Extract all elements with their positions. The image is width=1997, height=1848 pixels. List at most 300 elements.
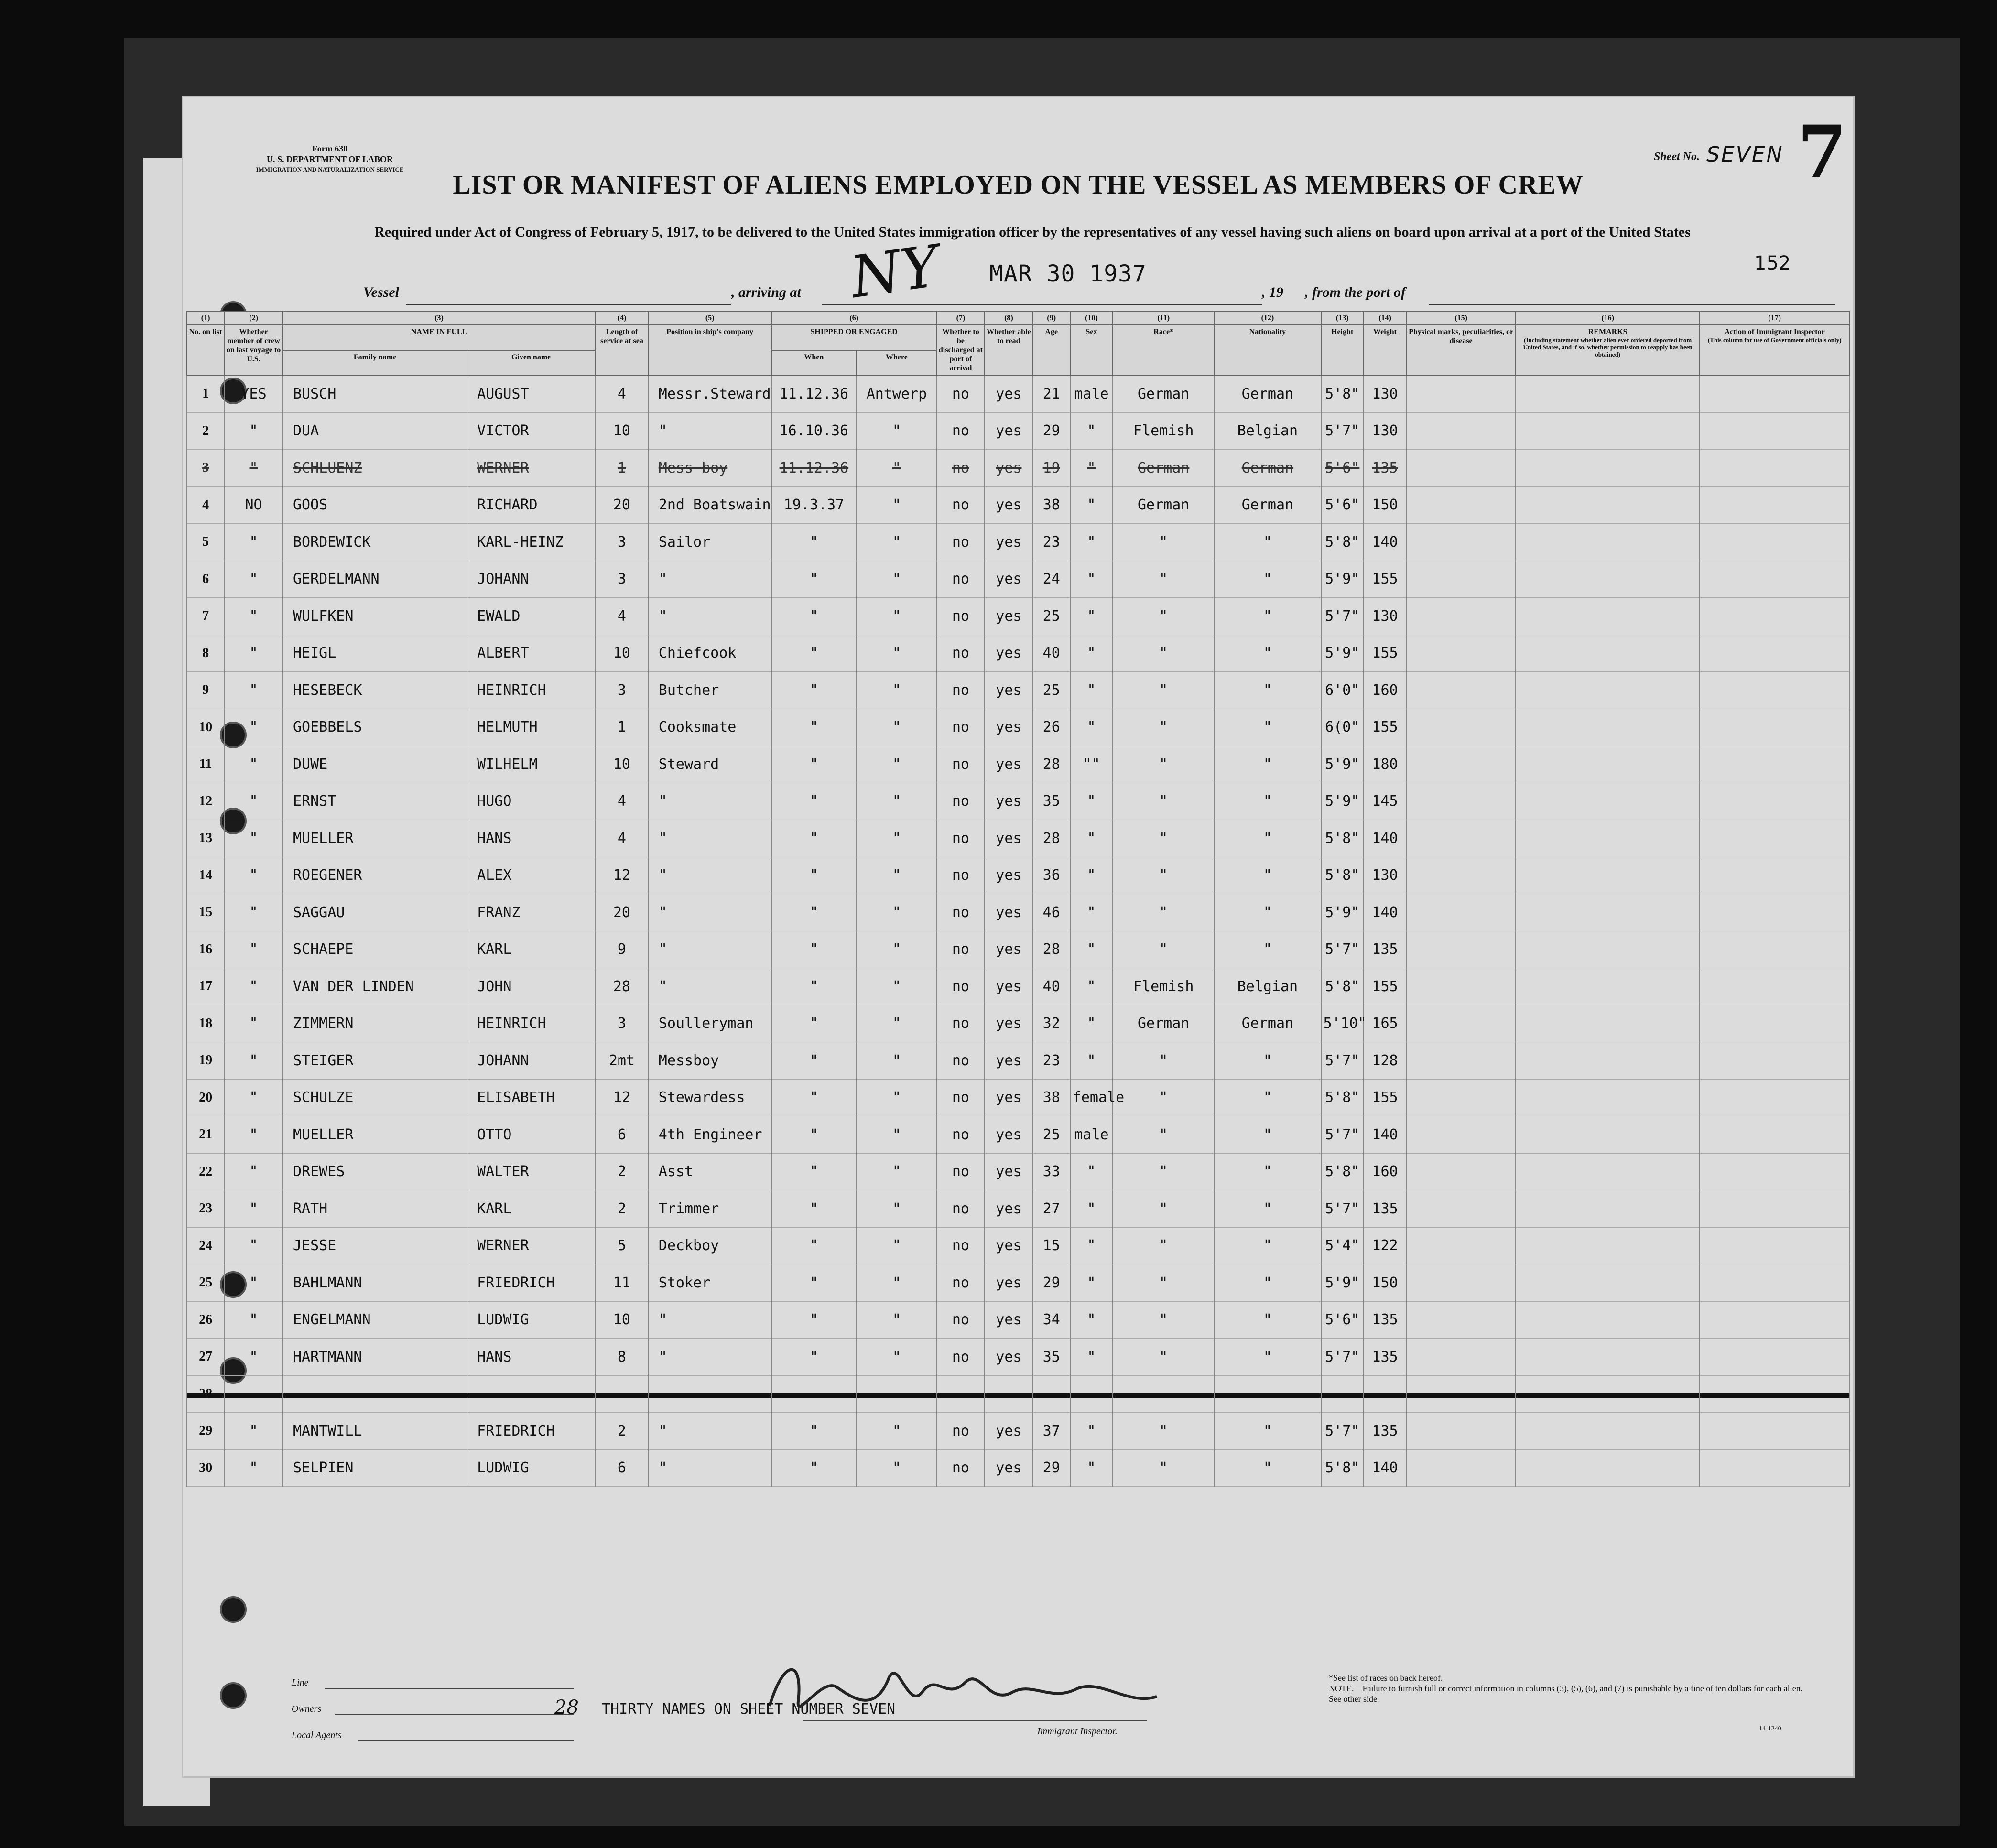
cell-action (1700, 1227, 1849, 1264)
cell-member: " (224, 1227, 283, 1264)
cell-discharged: no (937, 709, 985, 746)
cell-discharged: no (937, 968, 985, 1005)
cell-family: DUA (283, 412, 467, 450)
cell-where: " (857, 1153, 936, 1190)
cell-age: 29 (1033, 412, 1070, 450)
cell-length: 4 (595, 783, 649, 820)
table-row (187, 1301, 1849, 1339)
cell-physical (1406, 1264, 1516, 1302)
cell-sex: "" (1070, 746, 1113, 783)
cell-given: KARL-HEINZ (467, 524, 595, 561)
cell-given: AUGUST (467, 375, 595, 412)
cell-where: " (857, 894, 936, 931)
cell-height: 5'8" (1321, 820, 1364, 857)
cell-read: yes (985, 450, 1032, 487)
cell-given: LUDWIG (467, 1449, 595, 1487)
cell-when: " (771, 931, 857, 968)
cell-when: " (771, 1153, 857, 1190)
cell-given: LUDWIG (467, 1301, 595, 1339)
cell-race: " (1113, 524, 1214, 561)
cell-sex: male (1070, 375, 1113, 412)
remarks-title: REMARKS (1588, 328, 1628, 336)
cell-position: Stewardess (649, 1079, 771, 1116)
cell-age: 27 (1033, 1190, 1070, 1228)
table-row (187, 894, 1849, 931)
cell-nationality: " (1214, 635, 1321, 672)
cell-member: " (224, 820, 283, 857)
cell-age: 23 (1033, 1042, 1070, 1080)
cell-no: 9 (187, 672, 224, 709)
cell-height: 5'8" (1321, 524, 1364, 561)
cell-discharged: no (937, 1301, 985, 1339)
vessel-line (363, 284, 1835, 305)
cell-race: " (1113, 820, 1214, 857)
cell-action (1700, 931, 1849, 968)
document-title: LIST OR MANIFEST OF ALIENS EMPLOYED ON THE VESSEL AS MEMBERS OF CREW (453, 170, 1584, 200)
cell-position: Messboy (649, 1042, 771, 1080)
cell-when: " (771, 1042, 857, 1080)
cell-length: 9 (595, 931, 649, 968)
cell-weight: 150 (1364, 486, 1406, 524)
cell-member: " (224, 672, 283, 709)
cell-nationality: " (1214, 1042, 1321, 1080)
cell-weight: 155 (1364, 709, 1406, 746)
cell-weight: 135 (1364, 1190, 1406, 1228)
cell-when: " (771, 1449, 857, 1487)
table-row (187, 1042, 1849, 1080)
cell-length: 2 (595, 1190, 649, 1228)
cell-position: " (649, 931, 771, 968)
cell-member: " (224, 1449, 283, 1487)
cell-height: 5'7" (1321, 412, 1364, 450)
cell-no: 18 (187, 1005, 224, 1042)
cell-height: 5'10" (1321, 1005, 1364, 1042)
total-handwritten: 28 (554, 1697, 579, 1718)
document-subtitle: Required under Act of Congress of February 5, 1917, to be delivered to the United States immigration officer by the representatives of any vessel having such aliens on board upon arrival at a port of the United States (374, 224, 1691, 240)
cell-height: 5'7" (1321, 931, 1364, 968)
cell-no: 15 (187, 894, 224, 931)
cell-height: 5'9" (1321, 635, 1364, 672)
cell-read: yes (985, 561, 1032, 598)
cell-physical (1406, 375, 1516, 412)
service-name: IMMIGRATION AND NATURALIZATION SERVICE (256, 166, 404, 173)
cell-no: 28 (187, 1375, 224, 1413)
cell-length: 10 (595, 412, 649, 450)
cell-position: " (649, 820, 771, 857)
cell-when: " (771, 1005, 857, 1042)
col-num: (1) (187, 311, 224, 325)
cell-no: 6 (187, 561, 224, 598)
cell-discharged: no (937, 857, 985, 894)
cell-family: GOEBBELS (283, 709, 467, 746)
cell-physical (1406, 1375, 1516, 1413)
cell-given: WALTER (467, 1153, 595, 1190)
cell-weight: 135 (1364, 931, 1406, 968)
cell-when (771, 1375, 857, 1413)
cell-no: 26 (187, 1301, 224, 1339)
cell-when: " (771, 968, 857, 1005)
cell-weight: 160 (1364, 672, 1406, 709)
col-num: (10) (1070, 311, 1113, 325)
cell-nationality: " (1214, 857, 1321, 894)
cell-family: ERNST (283, 783, 467, 820)
header-name-in-full: NAME IN FULL (283, 325, 595, 350)
year-label: , 19 (1262, 284, 1283, 300)
cell-member: " (224, 746, 283, 783)
cell-length: 4 (595, 375, 649, 412)
cell-given: FRIEDRICH (467, 1413, 595, 1450)
col-num: (13) (1321, 311, 1364, 325)
cell-when: " (771, 746, 857, 783)
cell-sex: " (1070, 857, 1113, 894)
cell-physical (1406, 746, 1516, 783)
cell-remarks (1516, 1339, 1700, 1376)
cell-member: " (224, 1042, 283, 1080)
cell-read: yes (985, 894, 1032, 931)
action-title: Action of Immigrant Inspector (1724, 328, 1825, 336)
table-row (187, 1264, 1849, 1302)
cell-member: " (224, 783, 283, 820)
cell-weight: 155 (1364, 968, 1406, 1005)
cell-physical (1406, 635, 1516, 672)
cell-nationality: German (1214, 375, 1321, 412)
cell-position: Deckboy (649, 1227, 771, 1264)
cell-read: yes (985, 1005, 1032, 1042)
table-row (187, 709, 1849, 746)
cell-discharged: no (937, 598, 985, 635)
cell-remarks (1516, 412, 1700, 450)
remarks-subtitle: (Including statement whether alien ever ordered deported from United States, and if so, whether permission to reapply has been obtained) (1523, 336, 1693, 358)
cell-position: " (649, 857, 771, 894)
cell-nationality: " (1214, 1264, 1321, 1302)
cell-nationality: " (1214, 524, 1321, 561)
cell-where: " (857, 1079, 936, 1116)
cell-member: " (224, 598, 283, 635)
col-num: (2) (224, 311, 283, 325)
cell-position: Messr.Steward (649, 375, 771, 412)
cell-family: HARTMANN (283, 1339, 467, 1376)
cell-when: " (771, 894, 857, 931)
cell-discharged: no (937, 1264, 985, 1302)
cell-height: 5'7" (1321, 598, 1364, 635)
cell-given: OTTO (467, 1116, 595, 1154)
cell-nationality: German (1214, 486, 1321, 524)
cell-read: yes (985, 1339, 1032, 1376)
cell-family: BAHLMANN (283, 1264, 467, 1302)
line-label: Line (292, 1677, 309, 1688)
cell-no: 1 (187, 375, 224, 412)
cell-weight: 140 (1364, 894, 1406, 931)
cell-weight: 160 (1364, 1153, 1406, 1190)
cell-height: 5'4" (1321, 1227, 1364, 1264)
cell-race: " (1113, 1079, 1214, 1116)
cell-physical (1406, 1227, 1516, 1264)
cell-position: Asst (649, 1153, 771, 1190)
cell-no: 10 (187, 709, 224, 746)
manifest-page (182, 96, 1855, 1778)
cell-physical (1406, 1413, 1516, 1450)
cell-discharged: no (937, 635, 985, 672)
inspector-label: Immigrant Inspector. (1037, 1726, 1118, 1737)
cell-discharged: no (937, 672, 985, 709)
cell-member: " (224, 1005, 283, 1042)
cell-weight: 122 (1364, 1227, 1406, 1264)
cell-physical (1406, 1042, 1516, 1080)
cell-discharged: no (937, 561, 985, 598)
col-num: (15) (1406, 311, 1516, 325)
cell-given: ALBERT (467, 635, 595, 672)
cell-when: " (771, 1413, 857, 1450)
cell-race: " (1113, 561, 1214, 598)
cell-remarks (1516, 1116, 1700, 1154)
cell-sex: " (1070, 709, 1113, 746)
cell-given: WERNER (467, 1227, 595, 1264)
inspector-rule (803, 1720, 1147, 1721)
cell-family: WULFKEN (283, 598, 467, 635)
cell-physical (1406, 1079, 1516, 1116)
cell-member: " (224, 561, 283, 598)
cell-family: DUWE (283, 746, 467, 783)
table-row (187, 857, 1849, 894)
table-row (187, 931, 1849, 968)
cell-where: " (857, 820, 936, 857)
cell-length: 28 (595, 968, 649, 1005)
cell-physical (1406, 1116, 1516, 1154)
table-row (187, 450, 1849, 487)
cell-height: 5'6" (1321, 450, 1364, 487)
cell-weight: 145 (1364, 783, 1406, 820)
cell-race: German (1113, 375, 1214, 412)
table-row (187, 968, 1849, 1005)
table-row (187, 783, 1849, 820)
cell-nationality: German (1214, 1005, 1321, 1042)
cell-given: FRANZ (467, 894, 595, 931)
cell-position: Trimmer (649, 1190, 771, 1228)
header-when: When (771, 350, 857, 376)
header-discharged: Whether to be discharged at port of arrival (937, 325, 985, 375)
cell-length: 1 (595, 709, 649, 746)
header-race: Race* (1113, 325, 1214, 375)
cell-member (224, 1375, 283, 1413)
cell-no: 24 (187, 1227, 224, 1264)
cell-length: 10 (595, 746, 649, 783)
cell-action (1700, 524, 1849, 561)
cell-when: " (771, 1227, 857, 1264)
cell-discharged: no (937, 783, 985, 820)
cell-height: 6(0" (1321, 709, 1364, 746)
cell-length: 2 (595, 1153, 649, 1190)
cell-given: FRIEDRICH (467, 1264, 595, 1302)
cell-sex: " (1070, 931, 1113, 968)
cell-nationality: German (1214, 450, 1321, 487)
cell-given: WILHELM (467, 746, 595, 783)
arriving-label: , arriving at (731, 284, 801, 300)
header-family-name: Family name (283, 350, 467, 376)
cell-where: " (857, 1301, 936, 1339)
table-row (187, 672, 1849, 709)
cell-when: " (771, 598, 857, 635)
cell-height: 5'9" (1321, 1264, 1364, 1302)
cell-nationality: " (1214, 709, 1321, 746)
cell-race (1113, 1375, 1214, 1413)
cell-remarks (1516, 486, 1700, 524)
cell-family: HESEBECK (283, 672, 467, 709)
cell-read (985, 1375, 1032, 1413)
cell-weight: 128 (1364, 1042, 1406, 1080)
cell-member: " (224, 894, 283, 931)
page-number: 152 (1754, 252, 1791, 274)
cell-given: EWALD (467, 598, 595, 635)
cell-where: " (857, 524, 936, 561)
cell-height: 5'6" (1321, 486, 1364, 524)
cell-remarks (1516, 1005, 1700, 1042)
cell-discharged: no (937, 524, 985, 561)
cell-remarks (1516, 561, 1700, 598)
cell-physical (1406, 672, 1516, 709)
cell-sex: " (1070, 1005, 1113, 1042)
cell-where: " (857, 931, 936, 968)
column-header-row (187, 325, 1849, 350)
cell-age: 46 (1033, 894, 1070, 931)
cell-age: 35 (1033, 783, 1070, 820)
table-row (187, 1413, 1849, 1450)
cell-read: yes (985, 1264, 1032, 1302)
cell-length: 3 (595, 672, 649, 709)
table-row (187, 1079, 1849, 1116)
cell-physical (1406, 450, 1516, 487)
cell-race: " (1113, 1449, 1214, 1487)
cell-action (1700, 1153, 1849, 1190)
cell-where: " (857, 968, 936, 1005)
cell-member: " (224, 931, 283, 968)
cell-where: " (857, 1005, 936, 1042)
cell-height: 5'7" (1321, 1042, 1364, 1080)
cell-family: RATH (283, 1190, 467, 1228)
cell-read: yes (985, 857, 1032, 894)
cell-read: yes (985, 820, 1032, 857)
cell-discharged: no (937, 1042, 985, 1080)
cell-member: " (224, 1153, 283, 1190)
cell-nationality: " (1214, 1079, 1321, 1116)
crew-rows (187, 375, 1849, 1487)
cell-race: " (1113, 1339, 1214, 1376)
cell-height: 5'8" (1321, 968, 1364, 1005)
cell-nationality: " (1214, 783, 1321, 820)
cell-weight: 165 (1364, 1005, 1406, 1042)
cell-length: 20 (595, 486, 649, 524)
cell-no: 25 (187, 1264, 224, 1302)
cell-race: " (1113, 857, 1214, 894)
cell-position: " (649, 894, 771, 931)
cell-discharged: no (937, 1449, 985, 1487)
cell-length: 1 (595, 450, 649, 487)
cell-where: " (857, 1116, 936, 1154)
cell-where: " (857, 1449, 936, 1487)
cell-height: 5'6" (1321, 1301, 1364, 1339)
cell-race: Flemish (1113, 968, 1214, 1005)
cell-race: " (1113, 1042, 1214, 1080)
cell-action (1700, 783, 1849, 820)
cell-action (1700, 412, 1849, 450)
cell-read: yes (985, 1227, 1032, 1264)
cell-action (1700, 1339, 1849, 1376)
cell-member: " (224, 635, 283, 672)
cell-race: German (1113, 1005, 1214, 1042)
cell-position: Soulleryman (649, 1005, 771, 1042)
cell-sex: " (1070, 1153, 1113, 1190)
cell-height: 5'7" (1321, 1339, 1364, 1376)
cell-height: 5'8" (1321, 1449, 1364, 1487)
cell-nationality: " (1214, 1190, 1321, 1228)
sheet-label: Sheet No. (1654, 151, 1700, 163)
cell-read: yes (985, 1042, 1032, 1080)
cell-race: " (1113, 1264, 1214, 1302)
port-label: , from the port of (1305, 284, 1406, 300)
cell-given: KARL (467, 1190, 595, 1228)
header-crew-last-voyage: Whether member of crew on last voyage to U.S. (224, 325, 283, 375)
cell-discharged: no (937, 1005, 985, 1042)
cell-where: " (857, 857, 936, 894)
cell-read: yes (985, 375, 1032, 412)
cell-given: HANS (467, 820, 595, 857)
cell-race: " (1113, 746, 1214, 783)
cell-age: 38 (1033, 1079, 1070, 1116)
action-subtitle: (This column for use of Government officials only) (1707, 336, 1842, 344)
cell-given (467, 1375, 595, 1413)
cell-when: " (771, 524, 857, 561)
table-row (187, 486, 1849, 524)
cell-action (1700, 1116, 1849, 1154)
cell-sex: " (1070, 968, 1113, 1005)
col-num: (12) (1214, 311, 1321, 325)
cell-member: " (224, 450, 283, 487)
cell-length: 6 (595, 1449, 649, 1487)
cell-physical (1406, 598, 1516, 635)
cell-discharged: no (937, 1413, 985, 1450)
cell-race: Flemish (1113, 412, 1214, 450)
table-row (187, 524, 1849, 561)
cell-read: yes (985, 635, 1032, 672)
cell-discharged: no (937, 1339, 985, 1376)
cell-race: " (1113, 1413, 1214, 1450)
cell-weight: 130 (1364, 375, 1406, 412)
cell-position: " (649, 783, 771, 820)
cell-sex: " (1070, 820, 1113, 857)
cell-read: yes (985, 968, 1032, 1005)
cell-action (1700, 746, 1849, 783)
cell-weight: 180 (1364, 746, 1406, 783)
cell-when: 11.12.36 (771, 375, 857, 412)
cell-action (1700, 486, 1849, 524)
cell-weight: 135 (1364, 450, 1406, 487)
cell-sex: " (1070, 1449, 1113, 1487)
cell-remarks (1516, 968, 1700, 1005)
cell-weight: 130 (1364, 412, 1406, 450)
cell-when: " (771, 1301, 857, 1339)
cell-physical (1406, 412, 1516, 450)
cell-nationality: " (1214, 894, 1321, 931)
cell-action (1700, 635, 1849, 672)
cell-where: " (857, 1264, 936, 1302)
cell-height: 5'7" (1321, 1413, 1364, 1450)
cell-when: " (771, 672, 857, 709)
cell-action (1700, 1375, 1849, 1413)
col-num: (11) (1113, 311, 1214, 325)
cell-age: 15 (1033, 1227, 1070, 1264)
cell-physical (1406, 1190, 1516, 1228)
cell-discharged: no (937, 1079, 985, 1116)
table-row (187, 746, 1849, 783)
